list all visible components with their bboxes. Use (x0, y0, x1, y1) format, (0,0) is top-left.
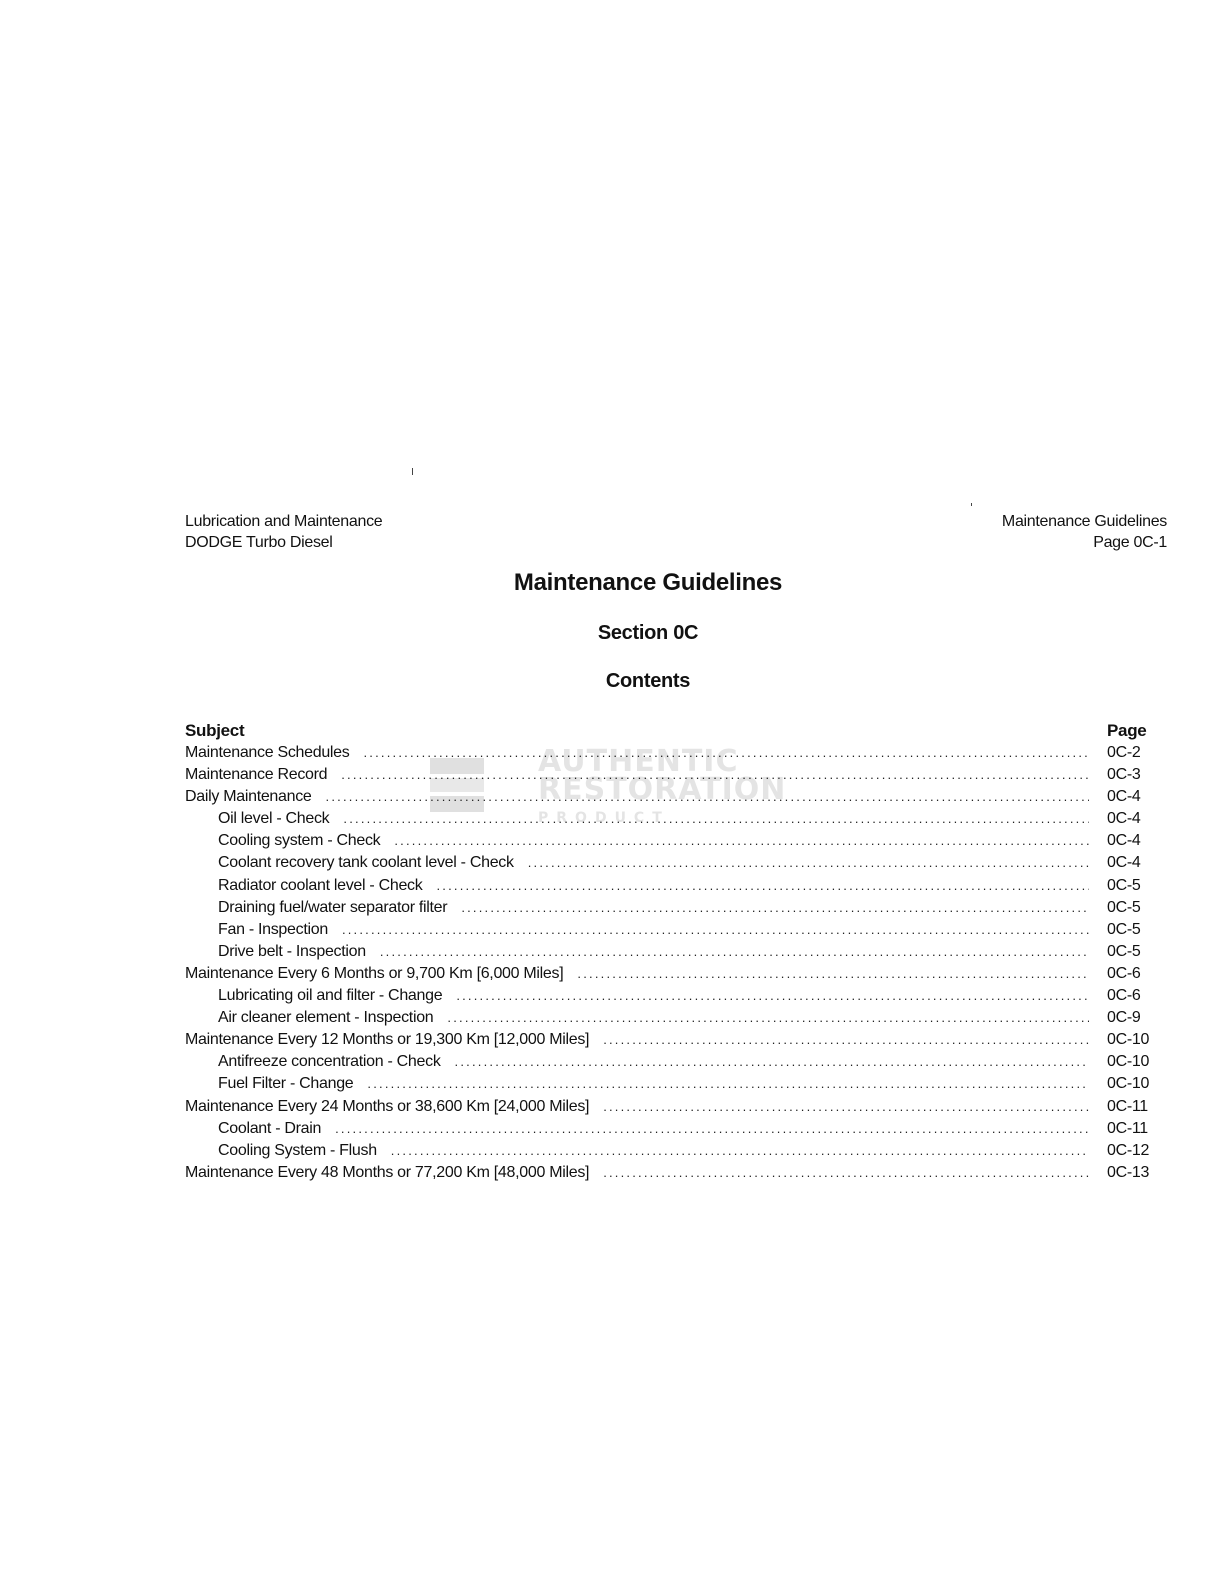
section-name: Maintenance Guidelines (1001, 513, 1167, 530)
toc-entry (185, 1051, 1155, 1073)
toc-entry-page: 0C-4 (1107, 854, 1141, 872)
dot-leader (528, 852, 1089, 874)
dot-leader (436, 875, 1089, 897)
dot-leader (335, 1118, 1089, 1140)
dot-leader (363, 742, 1089, 764)
toc-entry (185, 1007, 1155, 1029)
dot-leader (341, 764, 1089, 786)
toc-entry (185, 1140, 1155, 1162)
toc-entry-page: 0C-10 (1107, 1075, 1150, 1093)
toc-entry-label: Maintenance Schedules (185, 744, 350, 761)
toc-entries (185, 742, 1155, 1184)
toc-entry-page: 0C-3 (1107, 766, 1141, 784)
toc-entry-label: Radiator coolant level - Check (218, 876, 423, 894)
toc-entry (185, 764, 1155, 786)
toc-entry-label: Maintenance Every 24 Months or 38,600 Km [24,000 Miles] (185, 1097, 590, 1115)
dot-leader (367, 1073, 1089, 1095)
toc-entry-label: Cooling system - Check (218, 832, 381, 850)
toc-header-row (185, 720, 1155, 742)
toc-entry-page: 0C-5 (1107, 920, 1141, 938)
toc-entry-label: Coolant recovery tank coolant level - Check (218, 854, 514, 872)
toc-entry-page: 0C-5 (1107, 942, 1141, 960)
dot-leader (603, 1029, 1089, 1051)
toc-entry (185, 941, 1155, 963)
toc-entry (185, 1029, 1155, 1051)
toc-entry (185, 808, 1155, 830)
toc-entry-page: 0C-4 (1107, 810, 1141, 828)
toc-entry (185, 875, 1155, 897)
page-title: Maintenance Guidelines (513, 569, 783, 596)
dot-leader (380, 941, 1089, 963)
toc-entry (185, 852, 1155, 874)
page-column-header: Page (1107, 721, 1147, 740)
toc-entry-label: Antifreeze concentration - Check (218, 1053, 441, 1071)
dot-leader (342, 919, 1089, 941)
toc-entry-page: 0C-5 (1107, 898, 1141, 916)
scan-speck (971, 503, 972, 506)
running-header-left (185, 511, 382, 553)
toc-entry-label: Maintenance Every 6 Months or 9,700 Km [6,000 Miles] (185, 964, 564, 982)
toc-entry (185, 742, 1155, 764)
toc-entry-label: Draining fuel/water separator filter (218, 898, 448, 916)
subject-column-header: Subject (185, 721, 245, 740)
toc-entry (185, 919, 1155, 941)
toc-entry-label: Oil level - Check (218, 810, 330, 828)
toc-entry (185, 963, 1155, 985)
toc-entry-page: 0C-5 (1107, 876, 1141, 894)
dot-leader (391, 1140, 1089, 1162)
toc-entry-label: Maintenance Record (185, 766, 328, 784)
toc-entry (185, 786, 1155, 808)
toc-entry-label: Air cleaner element - Inspection (218, 1009, 434, 1027)
toc-entry-label: Daily Maintenance (185, 788, 312, 806)
running-header-right (1002, 511, 1167, 553)
vehicle-model: DODGE Turbo Diesel (185, 534, 333, 551)
toc-entry (185, 1162, 1155, 1184)
toc-entry-page: 0C-6 (1107, 987, 1141, 1005)
toc-entry (185, 1073, 1155, 1095)
toc-entry-page: 0C-4 (1107, 788, 1141, 806)
toc-entry-label: Fan - Inspection (218, 920, 328, 938)
watermark-line-3: PRODUCT (538, 810, 670, 826)
toc-entry-label: Coolant - Drain (218, 1119, 322, 1137)
toc-entry (185, 985, 1155, 1007)
dot-leader (455, 1051, 1089, 1073)
scan-speck (412, 468, 413, 475)
watermark-line-1: AUTHENTIC (538, 744, 739, 779)
dot-leader (326, 786, 1089, 808)
toc-entry-page: 0C-11 (1107, 1119, 1148, 1137)
toc-entry-page: 0C-10 (1107, 1031, 1150, 1049)
toc-entry-page: 0C-4 (1107, 832, 1141, 850)
toc-entry-page: 0C-12 (1107, 1141, 1150, 1159)
toc-entry (185, 1118, 1155, 1140)
dot-leader (394, 830, 1089, 852)
toc-entry (185, 830, 1155, 852)
toc-entry-page: 0C-11 (1107, 1097, 1148, 1115)
toc-entry-page: 0C-9 (1107, 1009, 1141, 1027)
toc-entry (185, 1096, 1155, 1118)
dot-leader (577, 963, 1089, 985)
dot-leader (456, 985, 1089, 1007)
toc-entry-label: Cooling System - Flush (218, 1141, 377, 1159)
toc-entry-page: 0C-6 (1107, 964, 1141, 982)
dot-leader (447, 1007, 1089, 1029)
toc-entry-page: 0C-10 (1107, 1053, 1150, 1071)
toc-entry-label: Fuel Filter - Change (218, 1075, 354, 1093)
dot-leader (461, 897, 1089, 919)
watermark-line-2: RESTORATION (538, 772, 787, 807)
manual-title: Lubrication and Maintenance (185, 513, 383, 530)
dot-leader (603, 1162, 1089, 1184)
toc-entry-page: 0C-2 (1107, 744, 1141, 761)
toc-entry-label: Maintenance Every 12 Months or 19,300 Km [12,000 Miles] (185, 1031, 590, 1049)
dot-leader (603, 1096, 1089, 1118)
toc-entry-page: 0C-13 (1107, 1163, 1150, 1181)
page-number: Page 0C-1 (1093, 534, 1167, 551)
contents-heading: Contents (605, 670, 691, 692)
toc-entry (185, 897, 1155, 919)
toc-entry-label: Maintenance Every 48 Months or 77,200 Km [48,000 Miles] (185, 1163, 590, 1181)
dot-leader (343, 808, 1089, 830)
section-heading: Section 0C (597, 622, 699, 644)
toc-entry-label: Lubricating oil and filter - Change (218, 987, 443, 1005)
toc-entry-label: Drive belt - Inspection (218, 942, 366, 960)
table-of-contents (185, 720, 1155, 1184)
